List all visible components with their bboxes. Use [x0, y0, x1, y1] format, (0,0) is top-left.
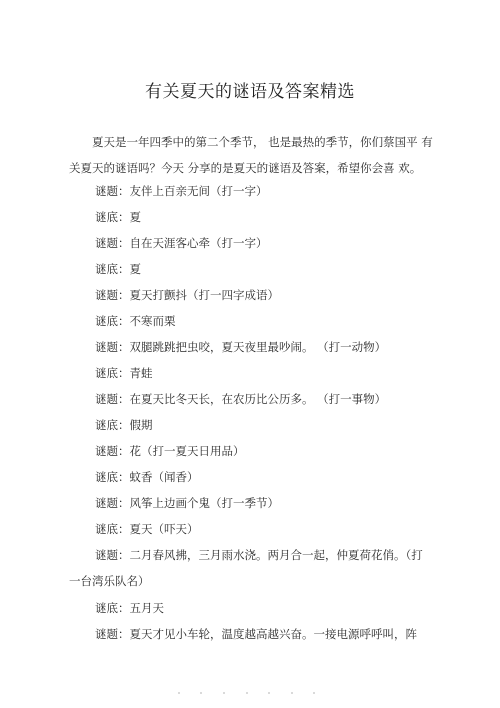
- intro-line: 关夏天的谜语吗？今天 分享的是夏天的谜语及答案，希望你会喜 欢。: [69, 161, 422, 175]
- footer-dot: [291, 692, 293, 694]
- riddle-question: 谜题：二月春风拂，三月雨水浇。两月合一起，仲夏荷花俏。（打: [95, 548, 423, 562]
- riddle-answer: 谜底：假期: [95, 418, 153, 432]
- riddle-answer: 谜底：不寒而栗: [95, 314, 176, 328]
- intro-line: 夏天是一年四季中的第二个季节， 也是最热的季节，你们蔡国平 有: [92, 135, 433, 149]
- riddle-question: 谜题：夏天才见小车轮，温度越高越兴奋。一接电源呼呼叫，阵: [95, 627, 417, 641]
- footer-dot: [246, 692, 248, 694]
- riddle-answer: 谜底：夏天（吓天）: [95, 522, 199, 536]
- document-title: 有关夏天的谜语及答案精选: [145, 82, 355, 102]
- riddle-question: 谜题：花（打一夏天日用品）: [95, 444, 245, 458]
- riddle-question: 谜题：自在天涯客心牵（打一字）: [95, 236, 268, 250]
- riddle-answer: 谜底：夏: [95, 210, 141, 224]
- riddle-question: 谜题：在夏天比冬天长，在农历比公历多。 （打一事物）: [95, 392, 387, 406]
- footer-dot: [313, 692, 315, 694]
- riddle-answer: 谜底：青蛙: [95, 366, 153, 380]
- footer-dot: [178, 692, 180, 694]
- riddle-question: 谜题：双腿跳跳把虫咬，夏天夜里最吵闹。 （打一动物）: [95, 340, 387, 354]
- footer-dot: [223, 692, 225, 694]
- riddle-question: 谜题：风筝上边画个鬼（打一季节）: [95, 496, 279, 510]
- riddle-answer: 谜底：五月天: [95, 601, 164, 615]
- riddle-answer: 谜底：夏: [95, 262, 141, 276]
- riddle-answer: 谜底：蚊香（闻香）: [95, 470, 199, 484]
- footer-dot: [200, 692, 202, 694]
- page-footer-marks: [0, 692, 500, 698]
- riddle-question-continued: 一台湾乐队名）: [69, 574, 150, 588]
- intro-paragraph: [69, 129, 441, 181]
- footer-dot: [268, 692, 270, 694]
- riddle-question: 谜题：夏天打颤抖（打一四字成语）: [95, 288, 279, 302]
- riddle-question: 谜题：友伴上百亲无间（打一字）: [95, 184, 268, 198]
